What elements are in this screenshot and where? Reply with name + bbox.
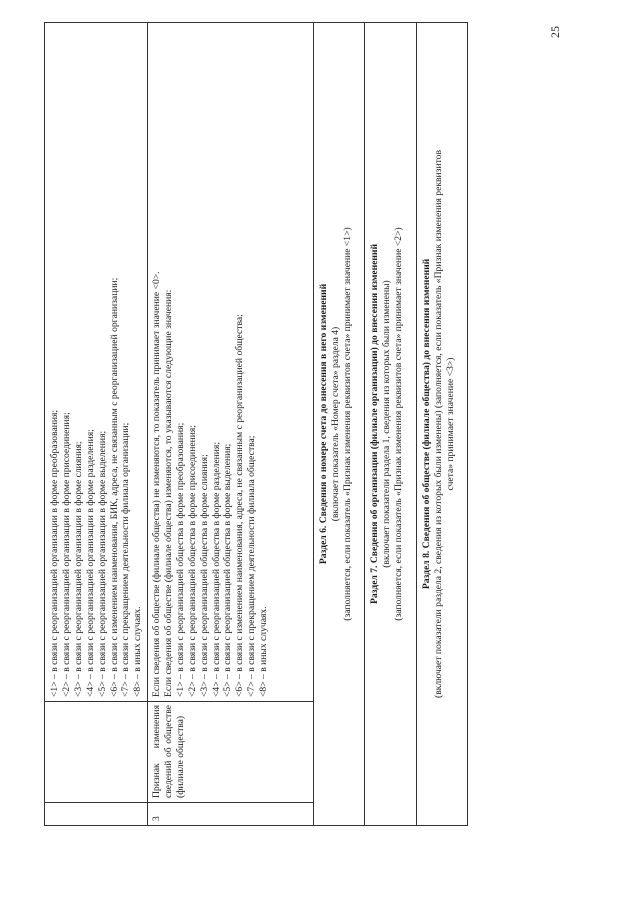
list-item: <6> – в связи с изменением наименования, БИК, адреса, не связанным с реорганизацией организации;: [108, 277, 120, 697]
list-item: <1> – в связи с реорганизацией общества в форме преобразования;: [174, 422, 186, 697]
section-title: Раздел 7. Сведения об организации (филиале организации) до внесения изменений: [369, 244, 380, 604]
list-item: <2> – в связи с реорганизацией организации в форме присоединения;: [60, 412, 72, 697]
requisites-table: [44, 22, 314, 826]
list-item: <4> – в связи с реорганизацией общества в форме разделения;: [210, 441, 222, 697]
row-number: 3: [151, 816, 162, 821]
list-item: <8> – в иных случаях.: [258, 606, 270, 697]
section-note: (заполняется, если показатель «Признак изменения реквизитов счета» принимает значение <1>): [341, 227, 353, 621]
list-item: <6> – в связи с изменением наименования, адреса, не связанным с реорганизацией общества;: [234, 314, 246, 697]
rotated-sheet: [44, 22, 468, 826]
list-item: <3> – в связи с реорганизацией общества в форме слияния;: [198, 454, 210, 697]
row-divider: [147, 23, 148, 825]
section-note: (включает показатели раздела 1, сведения из которых были изменены): [380, 280, 392, 568]
list-item: <8> – в иных случаях.: [132, 606, 144, 697]
section-note: (включает показатель «Номер счета» раздела 4): [329, 326, 341, 522]
row-2-values: [49, 274, 144, 701]
list-item: <1> – в связи с реорганизацией организации в форме преобразования;: [49, 409, 60, 697]
list-item: <4> – в связи с реорганизацией организации в форме разделения;: [84, 429, 96, 697]
row-3-values: [151, 267, 270, 701]
list-item: <3> – в связи с реорганизацией организации в форме слияния;: [72, 441, 84, 697]
section-7: [365, 22, 417, 826]
list-item: <2> – в связи с реорганизацией общества в форме присоединения;: [186, 425, 198, 697]
list-item: <7> – в связи с прекращением деятельности филиала организации;: [120, 422, 132, 697]
list-item: Если сведения об обществе (филиале общества) не изменяются, то показатель принимает значение <0>.: [151, 271, 162, 697]
list-item: <5> – в связи с реорганизацией организации в форме выделения;: [96, 430, 108, 697]
list-item: <5> – в связи с реорганизацией общества в форме выделения;: [222, 443, 234, 697]
section-6: [314, 22, 365, 826]
page-number: 25: [548, 26, 562, 38]
list-item: <7> – в связи с прекращением деятельности филиала общества;: [246, 435, 258, 697]
list-item: Если сведения об обществе (филиале общества) изменяются, то указываются следующие значения:: [162, 289, 174, 697]
section-note: (включает показатели раздела 2, сведения из которых были изменены) (заполняется, если показатель «Признак изменения реквизитов: [432, 150, 444, 698]
section-title: Раздел 6. Сведения о номере счета до внесения в него изменений: [318, 283, 329, 565]
section-title: Раздел 8. Сведения об обществе (филиале общества) до внесения изменений: [421, 258, 432, 590]
section-note: (заполняется, если показатель «Признак изменения реквизитов счета» принимает значение <2>): [392, 227, 404, 621]
row-3-label: Признак изменения сведений об обществе (филиале общества): [151, 705, 186, 798]
section-8: [417, 22, 468, 826]
column-number: [45, 802, 313, 825]
section-note: счета» принимает значение <3>): [444, 357, 456, 491]
